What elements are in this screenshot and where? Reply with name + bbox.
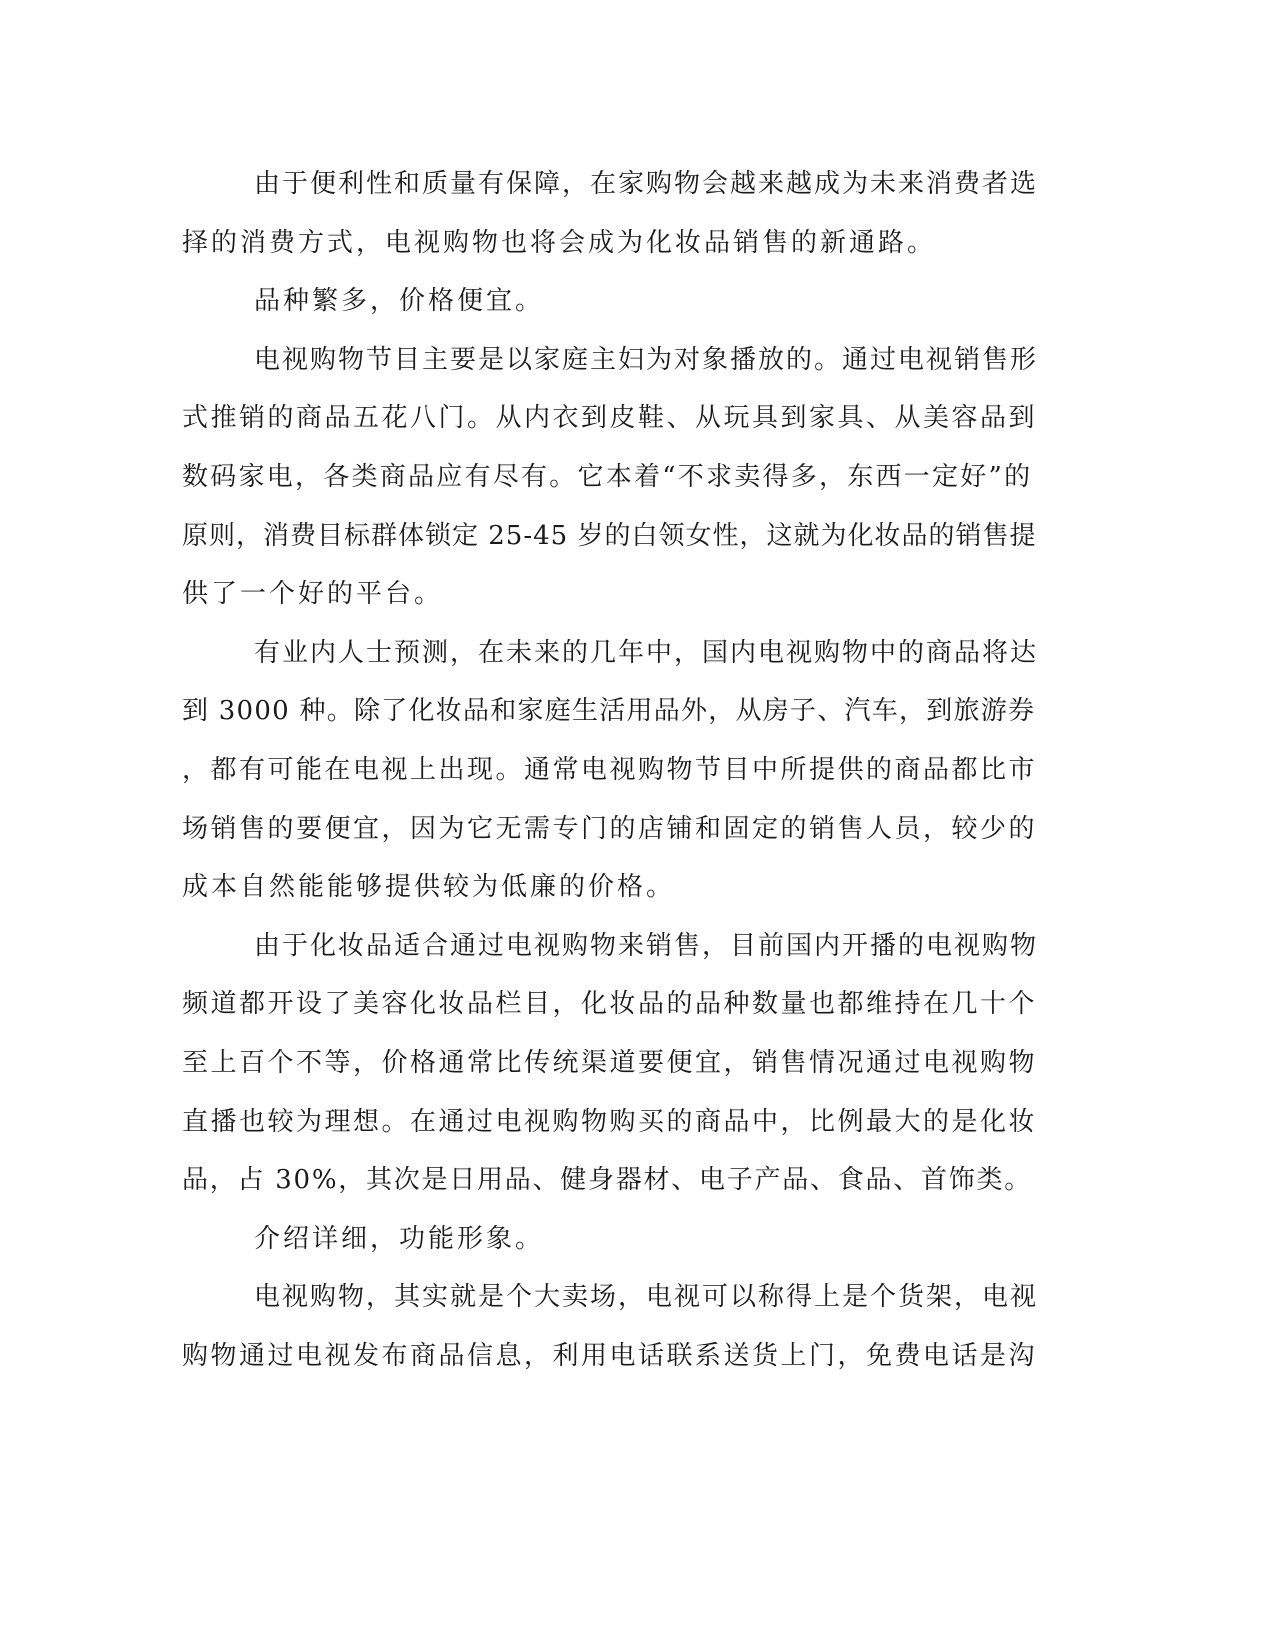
text-line: 场销售的要便宜，因为它无需专门的店铺和固定的销售人员，较少的 <box>182 813 1038 844</box>
text-line: 介绍详细，功能形象。 <box>254 1223 545 1254</box>
text-line: 电视购物节目主要是以家庭主妇为对象播放的。通过电视销售形 <box>254 344 1039 375</box>
text-line: 成本自然能能够提供较为低廉的价格。 <box>182 872 676 903</box>
text-line: 供了一个好的平台。 <box>182 579 444 610</box>
text-line: 由于化妆品适合通过电视购物来销售，目前国内开播的电视购物 <box>254 930 1039 961</box>
text-line: ，都有可能在电视上出现。通常电视购物节目中所提供的商品都比市 <box>182 754 1038 785</box>
text-line: 直播也较为理想。在通过电视购物购买的商品中，比例最大的是化妆 <box>182 1106 1038 1137</box>
document-body <box>182 155 1038 1385</box>
text-line: 购物通过电视发布商品信息，利用电话联系送货上门，免费电话是沟 <box>182 1340 1038 1371</box>
text-line: 至上百个不等，价格通常比传统渠道要便宜，销售情况通过电视购物 <box>182 1047 1038 1078</box>
text-line: 原则，消费目标群体锁定 25-45 岁的白领女性，这就为化妆品的销售提 <box>182 520 1037 551</box>
text-line: 有业内人士预测，在未来的几年中，国内电视购物中的商品将达 <box>254 637 1039 668</box>
text-line: 品种繁多，价格便宜。 <box>254 286 545 317</box>
text-line: 择的消费方式，电视购物也将会成为化妆品销售的新通路。 <box>182 227 937 258</box>
text-line: 到 3000 种。除了化妆品和家庭生活用品外，从房子、汽车，到旅游券 <box>182 696 1036 727</box>
text-line: 频道都开设了美容化妆品栏目，化妆品的品种数量也都维持在几十个 <box>182 989 1038 1020</box>
text-line: 由于便利性和质量有保障，在家购物会越来越成为未来消费者选 <box>254 169 1039 199</box>
text-line: 式推销的商品五花八门。从内衣到皮鞋、从玩具到家具、从美容品到 <box>182 403 1038 434</box>
text-line: 品，占 30%，其次是日用品、健身器材、电子产品、食品、首饰类。 <box>182 1165 1033 1196</box>
text-line: 数码家电，各类商品应有尽有。它本着“不求卖得多，东西一定好”的 <box>182 461 1033 492</box>
text-line: 电视购物，其实就是个大卖场，电视可以称得上是个货架，电视 <box>254 1282 1039 1313</box>
